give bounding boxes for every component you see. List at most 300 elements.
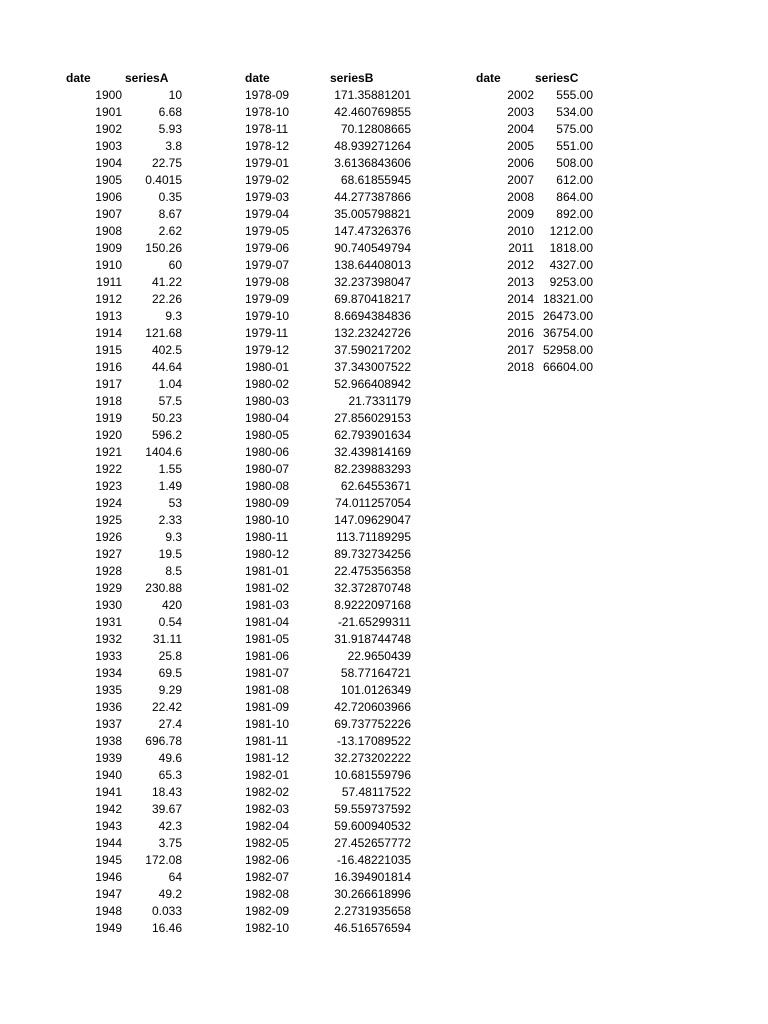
- table-row: [0, 359, 230, 376]
- cell-value: 534.00: [556, 105, 593, 119]
- cell-date: 1978-10: [245, 105, 290, 119]
- cell-date: 1979-09: [245, 292, 290, 306]
- cell-value: 101.0126349: [340, 683, 411, 697]
- cell-date: 1982-03: [245, 802, 290, 816]
- cell-date: 1978-09: [245, 88, 290, 102]
- cell-value: 892.00: [556, 207, 593, 221]
- header-series-a: seriesA: [125, 71, 169, 85]
- cell-date: 1979-12: [245, 343, 290, 357]
- table-series-b: [230, 70, 460, 937]
- table-row: [230, 852, 460, 869]
- cell-date: 1945: [95, 853, 122, 867]
- cell-date: 1980-03: [245, 394, 290, 408]
- table-row: [460, 291, 640, 308]
- table-row: [230, 393, 460, 410]
- cell-value: 0.35: [158, 190, 182, 204]
- cell-value: 2.33: [158, 513, 182, 527]
- table-row: [230, 767, 460, 784]
- table-row: [230, 631, 460, 648]
- cell-value: 0.54: [158, 615, 182, 629]
- cell-value: 2.2731935658: [334, 904, 411, 918]
- cell-date: 1929: [95, 581, 122, 595]
- cell-date: 1932: [95, 632, 122, 646]
- cell-date: 1980-11: [245, 530, 289, 544]
- table-row: [230, 529, 460, 546]
- cell-value: 551.00: [556, 139, 593, 153]
- cell-value: 22.26: [151, 292, 182, 306]
- cell-date: 2006: [507, 156, 534, 170]
- cell-date: 2012: [507, 258, 534, 272]
- cell-date: 1980-08: [245, 479, 290, 493]
- cell-value: 52958.00: [542, 343, 593, 357]
- cell-value: 147.09629047: [334, 513, 411, 527]
- table-row: [230, 461, 460, 478]
- cell-value: 5.93: [158, 122, 182, 136]
- cell-date: 1981-01: [245, 564, 290, 578]
- table-row: [0, 631, 230, 648]
- cell-date: 1981-06: [245, 649, 290, 663]
- cell-date: 2011: [508, 241, 534, 255]
- cell-date: 1980-10: [245, 513, 290, 527]
- cell-value: 864.00: [556, 190, 593, 204]
- cell-value: 31.918744748: [334, 632, 411, 646]
- cell-value: 60: [168, 258, 182, 272]
- table-row: [230, 648, 460, 665]
- cell-date: 1910: [95, 258, 122, 272]
- table-row: [0, 121, 230, 138]
- table-row: [0, 886, 230, 903]
- cell-value: 66604.00: [542, 360, 593, 374]
- cell-value: 132.23242726: [334, 326, 411, 340]
- header-series-c: seriesC: [535, 71, 579, 85]
- cell-date: 1980-05: [245, 428, 290, 442]
- table-body: [0, 87, 230, 937]
- cell-value: 74.011257054: [335, 496, 411, 510]
- cell-date: 2016: [507, 326, 534, 340]
- cell-value: 37.590217202: [334, 343, 411, 357]
- cell-date: 1982-10: [245, 921, 290, 935]
- cell-value: 64: [168, 870, 182, 884]
- table-row: [460, 121, 640, 138]
- cell-value: 508.00: [556, 156, 593, 170]
- table-row: [460, 342, 640, 359]
- cell-value: 402.5: [151, 343, 182, 357]
- cell-value: 52.966408942: [334, 377, 411, 391]
- table-row: [0, 529, 230, 546]
- table-row: [0, 767, 230, 784]
- table-row: [0, 104, 230, 121]
- table-body: [460, 87, 640, 376]
- cell-value: 16.394901814: [334, 870, 411, 884]
- table-row: [230, 869, 460, 886]
- table-row: [460, 189, 640, 206]
- cell-date: 1981-05: [245, 632, 290, 646]
- table-row: [230, 104, 460, 121]
- cell-value: 596.2: [151, 428, 182, 442]
- cell-date: 1982-04: [245, 819, 290, 833]
- cell-value: 1.04: [158, 377, 182, 391]
- cell-value: 19.5: [158, 547, 182, 561]
- cell-value: 22.75: [151, 156, 182, 170]
- table-row: [230, 886, 460, 903]
- table-row: [230, 546, 460, 563]
- table-row: [0, 478, 230, 495]
- cell-date: 1912: [95, 292, 122, 306]
- table-row: [0, 376, 230, 393]
- cell-value: 0.4015: [145, 173, 182, 187]
- cell-value: 53: [168, 496, 182, 510]
- cell-value: 59.600940532: [334, 819, 411, 833]
- cell-date: 1903: [95, 139, 122, 153]
- cell-date: 1911: [96, 275, 122, 289]
- cell-date: 1979-10: [245, 309, 290, 323]
- table-row: [230, 920, 460, 937]
- table-row: [0, 699, 230, 716]
- cell-value: 25.8: [158, 649, 182, 663]
- cell-value: 612.00: [556, 173, 593, 187]
- cell-date: 1914: [95, 326, 122, 340]
- table-row: [0, 682, 230, 699]
- cell-date: 1979-04: [245, 207, 290, 221]
- table-series-a: [0, 70, 230, 937]
- cell-date: 1902: [95, 122, 122, 136]
- table-row: [0, 665, 230, 682]
- cell-value: 57.48117522: [341, 785, 411, 799]
- cell-value: 8.5: [165, 564, 182, 578]
- cell-value: 49.2: [158, 887, 182, 901]
- table-row: [0, 546, 230, 563]
- cell-value: 9253.00: [549, 275, 593, 289]
- cell-value: 57.5: [158, 394, 182, 408]
- cell-value: 42.720603966: [334, 700, 411, 714]
- table-row: [460, 206, 640, 223]
- table-row: [460, 172, 640, 189]
- cell-date: 1979-01: [245, 156, 290, 170]
- cell-value: 230.88: [145, 581, 182, 595]
- table-row: [460, 87, 640, 104]
- cell-value: 22.9650439: [347, 649, 411, 663]
- table-row: [0, 308, 230, 325]
- table-row: [0, 920, 230, 937]
- cell-date: 1913: [95, 309, 122, 323]
- cell-date: 1936: [95, 700, 122, 714]
- cell-date: 1979-11: [245, 326, 289, 340]
- table-row: [230, 597, 460, 614]
- cell-value: 62.64553671: [340, 479, 411, 493]
- table-row: [230, 784, 460, 801]
- table-row: [230, 580, 460, 597]
- cell-date: 2003: [507, 105, 534, 119]
- cell-date: 1981-08: [245, 683, 290, 697]
- cell-value: 3.6136843606: [334, 156, 411, 170]
- table-row: [0, 427, 230, 444]
- cell-date: 2010: [507, 224, 534, 238]
- cell-value: 32.273202222: [334, 751, 411, 765]
- cell-date: 1935: [95, 683, 122, 697]
- table-row: [0, 291, 230, 308]
- cell-date: 1946: [95, 870, 122, 884]
- cell-date: 1982-01: [245, 768, 290, 782]
- table-row: [460, 308, 640, 325]
- cell-value: 2.62: [158, 224, 182, 238]
- cell-value: 69.870418217: [334, 292, 411, 306]
- cell-date: 1982-06: [245, 853, 290, 867]
- cell-date: 1928: [95, 564, 122, 578]
- cell-date: 1905: [95, 173, 122, 187]
- cell-date: 1940: [95, 768, 122, 782]
- table-series-c: [460, 70, 640, 376]
- cell-value: 16.46: [151, 921, 182, 935]
- cell-date: 1981-10: [245, 717, 290, 731]
- cell-date: 2013: [507, 275, 534, 289]
- cell-date: 2005: [507, 139, 534, 153]
- cell-value: 8.6694384836: [334, 309, 411, 323]
- table-row: [230, 410, 460, 427]
- cell-date: 1944: [95, 836, 122, 850]
- cell-value: 147.47326376: [334, 224, 411, 238]
- cell-date: 1980-04: [245, 411, 290, 425]
- cell-date: 1948: [95, 904, 122, 918]
- table-row: [230, 512, 460, 529]
- table-row: [230, 478, 460, 495]
- cell-date: 1978-12: [245, 139, 290, 153]
- cell-date: 1980-12: [245, 547, 290, 561]
- header-series-b: seriesB: [330, 71, 374, 85]
- cell-value: 10.681559796: [334, 768, 411, 782]
- cell-value: 42.460769855: [334, 105, 411, 119]
- table-row: [230, 716, 460, 733]
- table-row: [230, 308, 460, 325]
- table-row: [460, 325, 640, 342]
- table-row: [0, 818, 230, 835]
- table-row: [0, 342, 230, 359]
- cell-value: 4327.00: [549, 258, 593, 272]
- table-row: [0, 801, 230, 818]
- table-row: [460, 104, 640, 121]
- table-row: [460, 359, 640, 376]
- cell-date: 1980-07: [245, 462, 290, 476]
- cell-value: 3.75: [158, 836, 182, 850]
- cell-date: 1937: [95, 717, 122, 731]
- cell-value: 35.005798821: [334, 207, 411, 221]
- table-row: [230, 206, 460, 223]
- table-row: [460, 155, 640, 172]
- cell-value: 1.55: [158, 462, 182, 476]
- cell-value: 575.00: [556, 122, 593, 136]
- table-header: [0, 70, 230, 87]
- cell-date: 2018: [507, 360, 534, 374]
- table-row: [230, 376, 460, 393]
- cell-date: 1930: [95, 598, 122, 612]
- cell-date: 1901: [95, 105, 122, 119]
- cell-date: 1927: [95, 547, 122, 561]
- cell-value: 150.26: [145, 241, 182, 255]
- table-row: [0, 138, 230, 155]
- cell-date: 1981-11: [245, 734, 289, 748]
- cell-value: 121.68: [145, 326, 182, 340]
- cell-date: 2008: [507, 190, 534, 204]
- cell-date: 1978-11: [245, 122, 289, 136]
- cell-date: 1909: [95, 241, 122, 255]
- cell-date: 1921: [95, 445, 122, 459]
- cell-value: 9.3: [165, 530, 182, 544]
- cell-date: 1920: [95, 428, 122, 442]
- cell-date: 2002: [507, 88, 534, 102]
- cell-value: 171.35881201: [334, 88, 411, 102]
- header-date: date: [66, 71, 91, 85]
- table-row: [230, 121, 460, 138]
- table-row: [230, 223, 460, 240]
- cell-value: 22.475356358: [334, 564, 411, 578]
- table-row: [230, 818, 460, 835]
- table-row: [0, 903, 230, 920]
- table-row: [230, 801, 460, 818]
- cell-date: 1908: [95, 224, 122, 238]
- cell-value: 138.64408013: [334, 258, 411, 272]
- cell-date: 1981-02: [245, 581, 290, 595]
- cell-date: 1981-12: [245, 751, 290, 765]
- table-row: [230, 155, 460, 172]
- cell-date: 1982-05: [245, 836, 290, 850]
- cell-date: 1906: [95, 190, 122, 204]
- table-row: [0, 206, 230, 223]
- table-row: [0, 614, 230, 631]
- table-row: [230, 699, 460, 716]
- cell-date: 1979-02: [245, 173, 290, 187]
- cell-date: 1982-02: [245, 785, 290, 799]
- table-row: [230, 325, 460, 342]
- cell-date: 1981-07: [245, 666, 290, 680]
- cell-value: 1.49: [158, 479, 182, 493]
- cell-date: 1925: [95, 513, 122, 527]
- cell-date: 2014: [507, 292, 534, 306]
- cell-date: 1900: [95, 88, 122, 102]
- cell-value: 49.6: [158, 751, 182, 765]
- cell-date: 2007: [507, 173, 534, 187]
- table-body: [230, 87, 460, 937]
- cell-date: 1982-07: [245, 870, 290, 884]
- cell-date: 1934: [95, 666, 122, 680]
- cell-value: 89.732734256: [334, 547, 411, 561]
- cell-date: 1979-05: [245, 224, 290, 238]
- cell-date: 1981-09: [245, 700, 290, 714]
- table-row: [230, 240, 460, 257]
- table-row: [0, 563, 230, 580]
- table-row: [0, 784, 230, 801]
- cell-value: 39.67: [151, 802, 182, 816]
- table-row: [230, 189, 460, 206]
- table-row: [230, 682, 460, 699]
- table-row: [460, 274, 640, 291]
- cell-date: 1979-06: [245, 241, 290, 255]
- cell-value: 82.239883293: [334, 462, 411, 476]
- cell-value: 22.42: [151, 700, 182, 714]
- cell-date: 1904: [95, 156, 122, 170]
- cell-value: 555.00: [556, 88, 593, 102]
- table-row: [230, 750, 460, 767]
- cell-date: 1922: [95, 462, 122, 476]
- cell-value: 32.372870748: [334, 581, 411, 595]
- cell-date: 2009: [507, 207, 534, 221]
- cell-date: 1980-09: [245, 496, 290, 510]
- header-date: date: [476, 71, 501, 85]
- cell-value: 30.266618996: [334, 887, 411, 901]
- cell-value: 27.452657772: [334, 836, 411, 850]
- cell-value: 32.237398047: [334, 275, 411, 289]
- cell-value: 21.7331179: [348, 394, 411, 408]
- table-row: [230, 733, 460, 750]
- table-row: [0, 716, 230, 733]
- cell-value: 1212.00: [549, 224, 593, 238]
- cell-value: 1818.00: [549, 241, 593, 255]
- table-row: [0, 172, 230, 189]
- cell-value: 0.033: [151, 904, 182, 918]
- cell-date: 1982-09: [245, 904, 290, 918]
- table-row: [230, 903, 460, 920]
- table-row: [0, 393, 230, 410]
- cell-date: 1916: [95, 360, 122, 374]
- cell-value: 42.3: [158, 819, 182, 833]
- cell-value: 50.23: [151, 411, 182, 425]
- table-row: [0, 274, 230, 291]
- cell-date: 1982-08: [245, 887, 290, 901]
- cell-value: 69.737752226: [334, 717, 411, 731]
- cell-value: 8.9222097168: [334, 598, 411, 612]
- cell-value: 27.856029153: [334, 411, 411, 425]
- table-row: [0, 240, 230, 257]
- cell-date: 1942: [95, 802, 122, 816]
- cell-value: 8.67: [158, 207, 182, 221]
- table-row: [460, 257, 640, 274]
- table-row: [0, 87, 230, 104]
- cell-date: 1947: [95, 887, 122, 901]
- table-row: [460, 240, 640, 257]
- cell-value: 420: [161, 598, 182, 612]
- cell-value: 62.793901634: [334, 428, 411, 442]
- cell-value: -16.48221035: [336, 853, 411, 867]
- cell-date: 1926: [95, 530, 122, 544]
- table-row: [230, 138, 460, 155]
- cell-date: 1919: [95, 411, 122, 425]
- cell-value: 65.3: [158, 768, 182, 782]
- table-row: [230, 444, 460, 461]
- cell-value: 44.277387866: [334, 190, 411, 204]
- table-row: [230, 563, 460, 580]
- cell-date: 1941: [95, 785, 122, 799]
- table-row: [230, 495, 460, 512]
- table-row: [230, 614, 460, 631]
- cell-value: 59.559737592: [334, 802, 411, 816]
- cell-value: 9.3: [165, 309, 182, 323]
- cell-date: 1918: [95, 394, 122, 408]
- table-row: [230, 291, 460, 308]
- table-row: [230, 359, 460, 376]
- table-row: [0, 444, 230, 461]
- cell-date: 1923: [95, 479, 122, 493]
- cell-date: 1938: [95, 734, 122, 748]
- cell-value: 44.64: [151, 360, 182, 374]
- table-row: [0, 223, 230, 240]
- cell-date: 1979-03: [245, 190, 290, 204]
- cell-value: 696.78: [145, 734, 182, 748]
- table-row: [0, 461, 230, 478]
- cell-date: 1933: [95, 649, 122, 663]
- cell-date: 1981-04: [245, 615, 290, 629]
- cell-value: 69.5: [158, 666, 182, 680]
- cell-date: 1931: [95, 615, 122, 629]
- cell-date: 1981-03: [245, 598, 290, 612]
- cell-value: 6.68: [158, 105, 182, 119]
